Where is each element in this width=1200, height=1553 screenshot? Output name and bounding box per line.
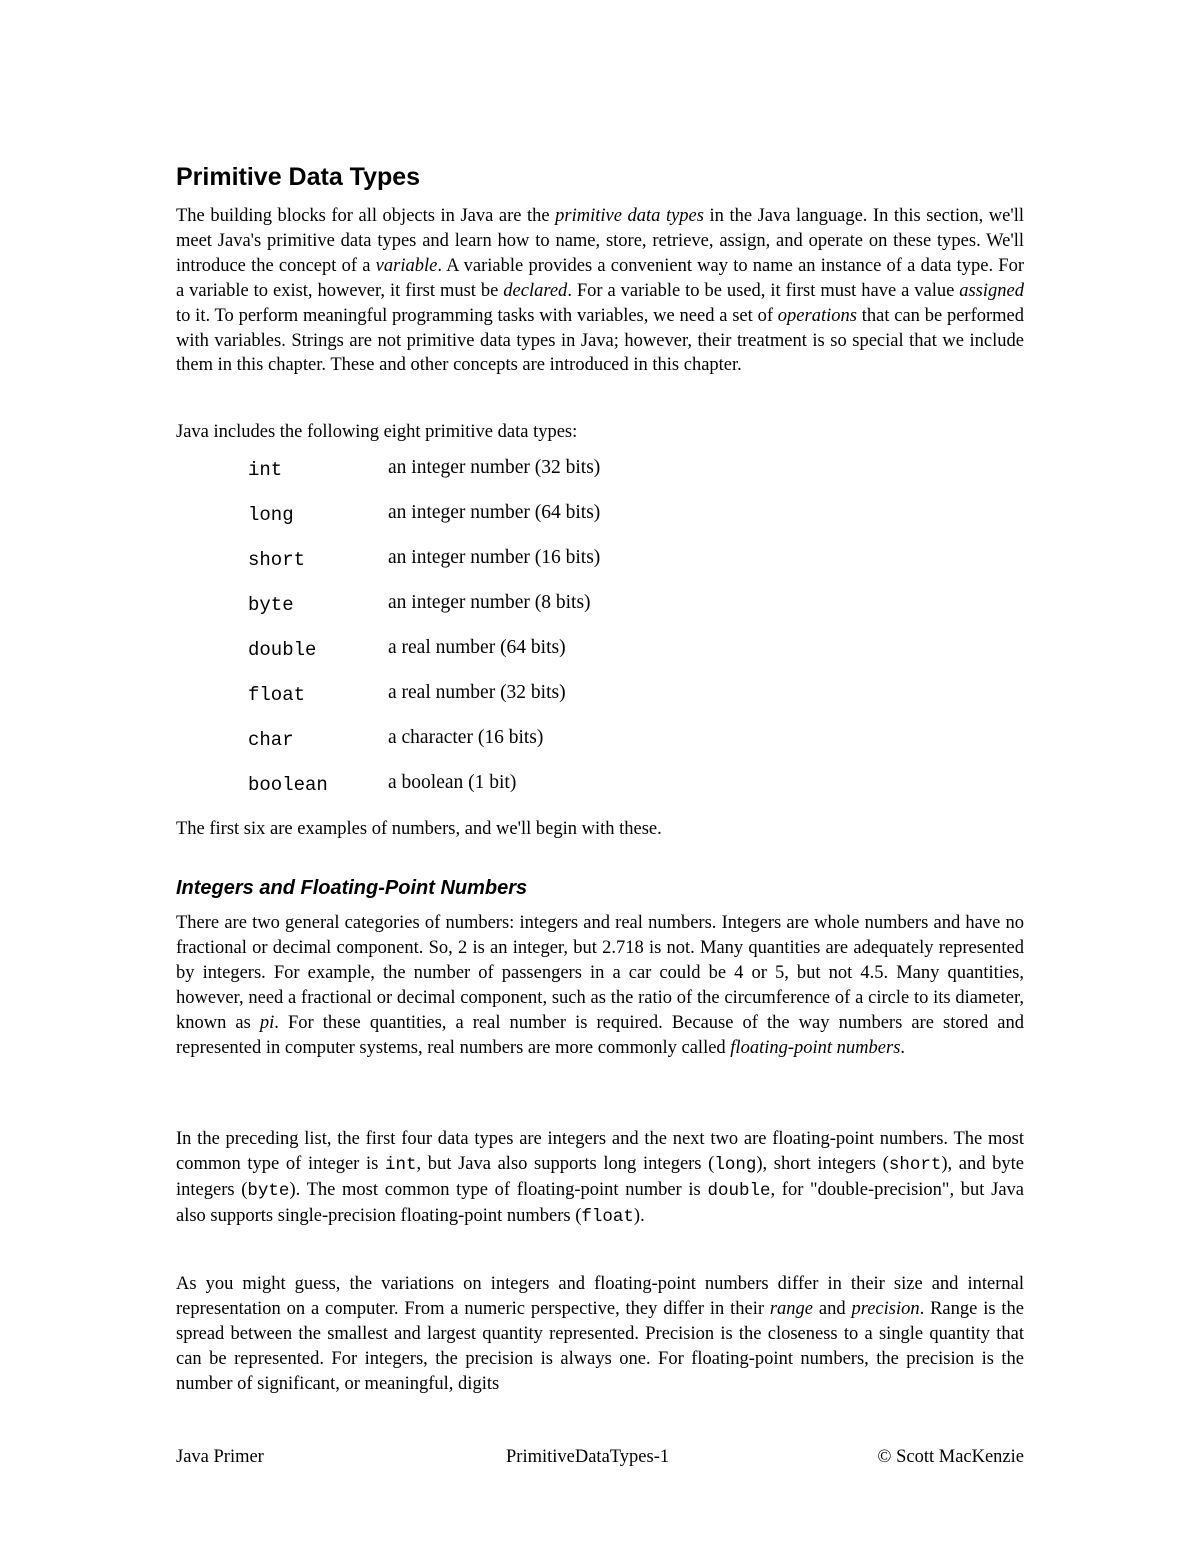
- text-run: ), and byte integers (: [176, 1153, 1024, 1200]
- intro-paragraph: [176, 204, 1024, 378]
- code-term: int: [384, 1154, 417, 1175]
- section-subheading: Integers and Floating-Point Numbers: [176, 877, 528, 899]
- type-name: int: [248, 459, 283, 481]
- text-run: that can be performed with variables. Strings are not primitive data types in Java; however, their treatment is so special that we include them in this chapter. These and other concepts are introduced in this chapter.: [176, 305, 1025, 376]
- text-run: and: [813, 1298, 852, 1319]
- type-row: [248, 680, 848, 725]
- emphasis-term: primitive data types: [555, 206, 704, 226]
- type-name: float: [248, 684, 306, 706]
- text-run: As you might guess, the variations on integers and floating-point numbers differ in their size and internal representation on a computer. From a numeric perspective, they differ in their: [176, 1274, 1024, 1319]
- type-description: a real number (64 bits): [388, 637, 566, 658]
- footer-book-title: Java Primer: [176, 1447, 264, 1467]
- code-term: byte: [247, 1180, 290, 1201]
- document-page: [176, 0, 1024, 1553]
- type-name: short: [248, 549, 306, 571]
- code-term: float: [581, 1206, 634, 1227]
- list-conclusion: The first six are examples of numbers, and we'll begin with these.: [176, 819, 662, 839]
- text-run: . For these quantities, a real number is required. Because of the way numbers are stored and represented in computer systems, real numbers are more commonly called: [176, 1012, 1024, 1058]
- footer-page-number: PrimitiveDataTypes-1: [506, 1447, 670, 1467]
- primitive-types-list: [248, 455, 848, 815]
- text-run: There are two general categories of numbers: integers and real numbers. Integers are whole numbers and have no fractional or decimal component. So, 2 is an integer, but 2.718 is not. Many quantities are adequately represented by integers. For example, the number of passengers in a car could be 4 or 5, but not 4.5. Many quantities, however, need a fractional or decimal component, such as the ratio of the circumference of a circle to its diameter, known as: [176, 913, 1024, 1033]
- type-row: [248, 545, 848, 590]
- text-run: ).: [633, 1205, 645, 1226]
- emphasis-term: floating-point numbers: [730, 1037, 901, 1058]
- emphasis-term: variable: [375, 255, 438, 276]
- type-row: [248, 635, 848, 680]
- emphasis-term: assigned: [959, 280, 1024, 301]
- footer-copyright: © Scott MacKenzie: [877, 1447, 1024, 1467]
- text-run: . A variable provides a convenient way to name an instance of a data type. For a variable to exist, however, it first must be: [176, 255, 1025, 301]
- text-run: in the Java language. In this section, we'll meet Java's primitive data types and learn how to name, store, retrieve, assign, and operate on these types. We'll introduce the concept of a: [176, 206, 1024, 276]
- text-run: In the preceding list, the first four data types are integers and the next two are floating-point numbers. The most common type of integer is: [176, 1129, 1024, 1174]
- type-row: [248, 770, 848, 815]
- range-precision-paragraph: [176, 1272, 1024, 1397]
- type-row: [248, 500, 848, 545]
- text-run: , but Java also supports long integers (: [416, 1153, 715, 1174]
- emphasis-term: operations: [777, 305, 857, 326]
- text-run: , for "double-precision", but Java also supports single-precision floating-point numbers (: [176, 1179, 1024, 1226]
- type-row: [248, 725, 848, 770]
- code-term: short: [888, 1154, 942, 1175]
- page-footer: [176, 1447, 1024, 1473]
- type-description: an integer number (8 bits): [388, 592, 591, 613]
- type-description: a boolean (1 bit): [388, 772, 517, 793]
- type-description: an integer number (64 bits): [388, 502, 601, 523]
- type-description: an integer number (32 bits): [388, 457, 601, 478]
- type-name: char: [248, 729, 294, 751]
- type-description: a character (16 bits): [388, 727, 544, 748]
- type-description: a real number (32 bits): [388, 682, 566, 703]
- text-run: ). The most common type of floating-point number is: [289, 1179, 708, 1200]
- page-title: Primitive Data Types: [176, 163, 421, 191]
- type-description: an integer number (16 bits): [388, 547, 601, 568]
- type-name: boolean: [248, 774, 328, 796]
- text-run: The building blocks for all objects in Java are the: [176, 206, 556, 226]
- emphasis-term: precision: [851, 1298, 920, 1319]
- code-term: double: [707, 1180, 771, 1201]
- type-name: byte: [248, 594, 294, 616]
- text-run: ), short integers (: [756, 1153, 889, 1174]
- text-run: .: [900, 1037, 906, 1058]
- emphasis-term: range: [769, 1298, 814, 1319]
- type-row: [248, 455, 848, 500]
- text-run: to it. To perform meaningful programming tasks with variables, we need a set of: [176, 305, 778, 326]
- code-term: long: [714, 1154, 757, 1175]
- type-row: [248, 590, 848, 635]
- type-name: long: [248, 504, 294, 526]
- list-intro: Java includes the following eight primitive data types:: [176, 422, 578, 442]
- text-run: . For a variable to be used, it first must have a value: [567, 280, 960, 301]
- types-paragraph: [176, 1127, 1024, 1230]
- text-run: . Range is the spread between the smallest and largest quantity represented. Precision is the closeness to a single quantity that can be represented. For integers, the precision is always one. For floating-point numbers, the precision is the number of significant, or meaningful, digits: [176, 1298, 1024, 1394]
- type-name: double: [248, 639, 317, 661]
- emphasis-term: declared: [503, 280, 568, 301]
- emphasis-term: pi: [259, 1012, 275, 1033]
- numbers-paragraph: [176, 911, 1024, 1060]
